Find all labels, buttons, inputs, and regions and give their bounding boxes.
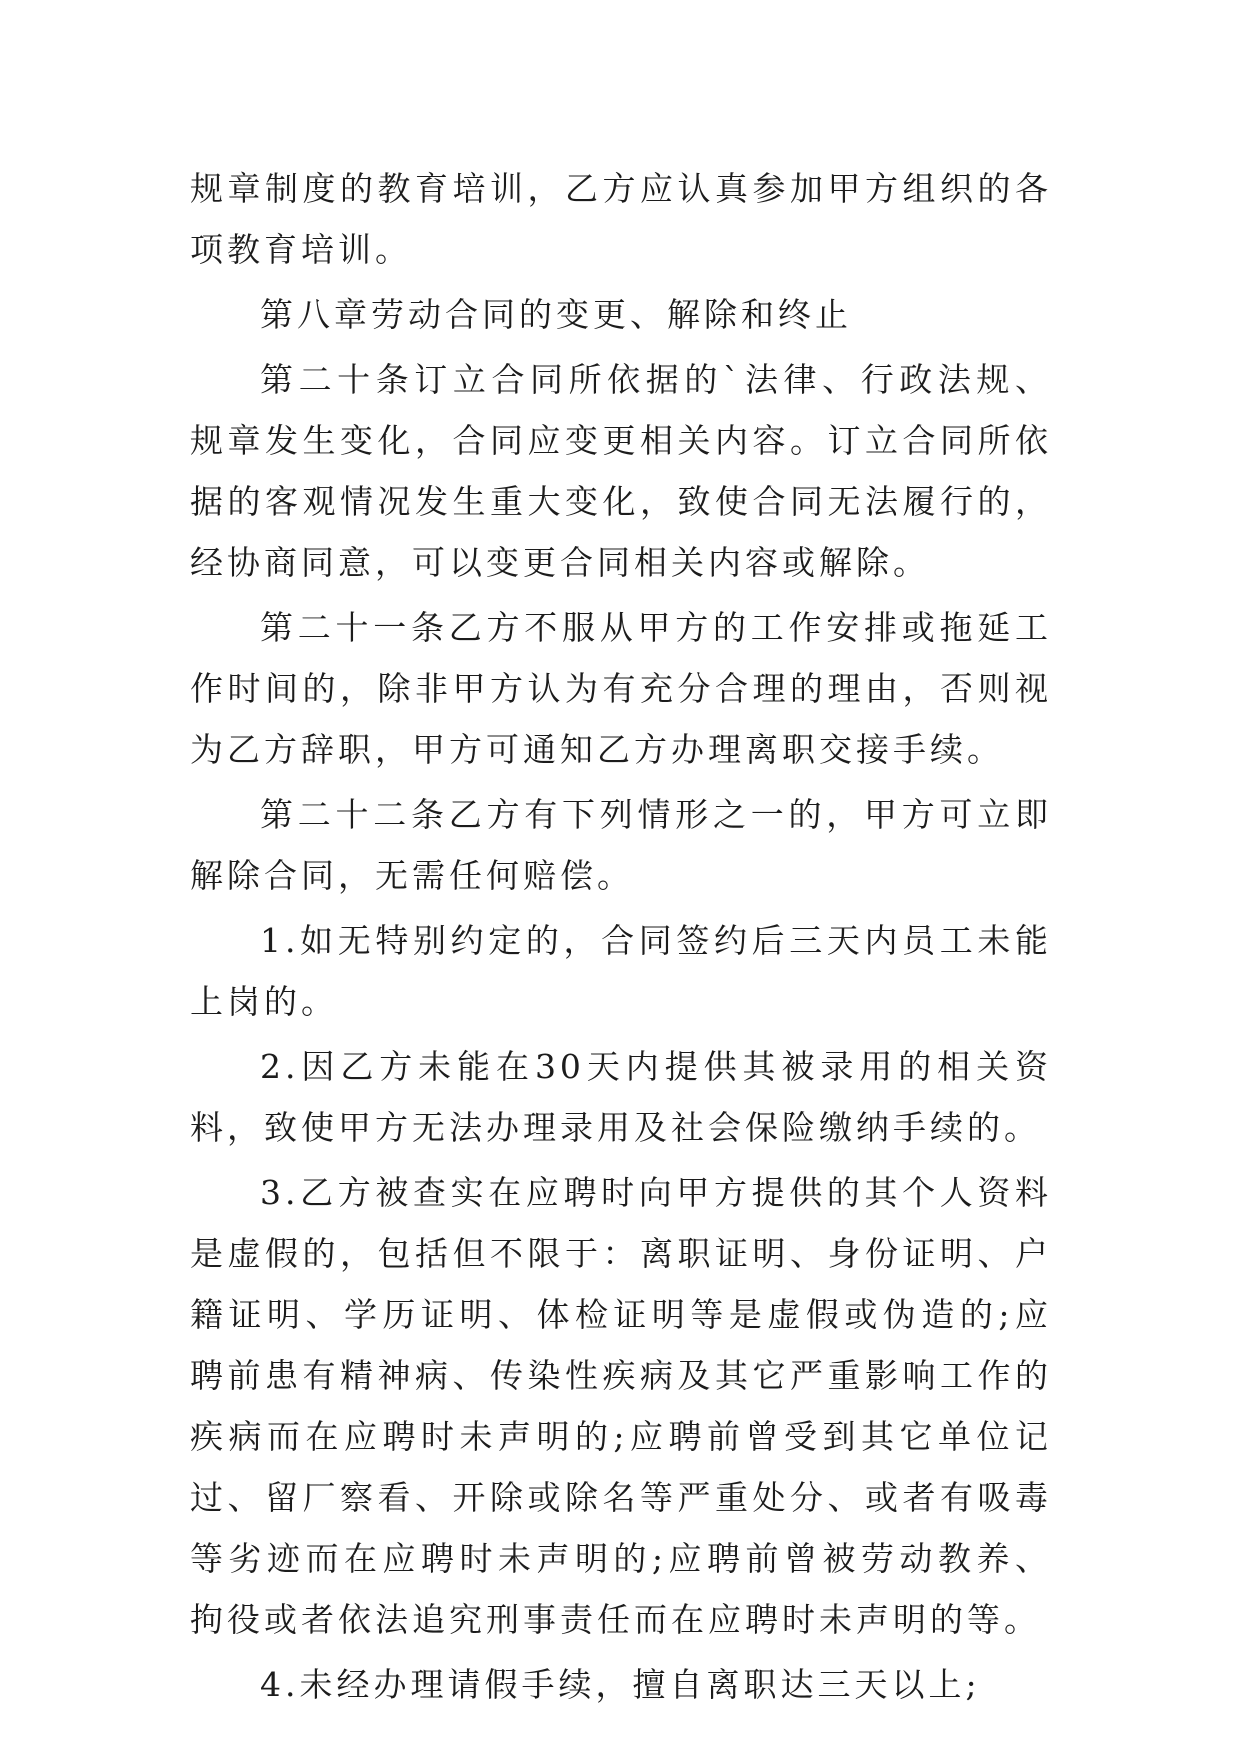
list-item-4: 4.未经办理请假手续，擅自离职达三天以上;: [260, 1665, 981, 1704]
chapter-heading: 第八章劳动合同的变更、解除和终止: [260, 295, 852, 334]
article-20: 第二十条订立合同所依据的`法律、行政法规、规章发生变化，合同应变更相关内容。订立合同所依据的客观情况发生重大变化，致使合同无法履行的，经协商同意，可以变更合同相关内容或解除。: [190, 360, 1052, 582]
list-item-2: 2.因乙方未能在30天内提供其被录用的相关资料，致使甲方无法办理录用及社会保险缴纳手续的。: [190, 1047, 1052, 1147]
list-item-3: 3.乙方被查实在应聘时向甲方提供的其个人资料是虚假的，包括但不限于：离职证明、身份证明、户籍证明、学历证明、体检证明等是虚假或伪造的;应聘前患有精神病、传染性疾病及其它严重影响工作的疾病而在应聘时未声明的;应聘前曾受到其它单位记过、留厂察看、开除或除名等严重处分、或者有吸毒等劣迹而在应聘时未声明的;应聘前曾被劳动教养、拘役或者依法追究刑事责任而在应聘时未声明的等。: [190, 1173, 1052, 1639]
document-body: [190, 158, 1052, 1715]
list-item-1: 1.如无特别约定的，合同签约后三天内员工未能上岗的。: [190, 921, 1052, 1021]
paragraph-training-continuation: 规章制度的教育培训，乙方应认真参加甲方组织的各项教育培训。: [190, 169, 1052, 269]
article-22: 第二十二条乙方有下列情形之一的，甲方可立即解除合同，无需任何赔偿。: [190, 795, 1052, 895]
article-21: 第二十一条乙方不服从甲方的工作安排或拖延工作时间的，除非甲方认为有充分合理的理由，否则视为乙方辞职，甲方可通知乙方办理离职交接手续。: [190, 608, 1052, 769]
